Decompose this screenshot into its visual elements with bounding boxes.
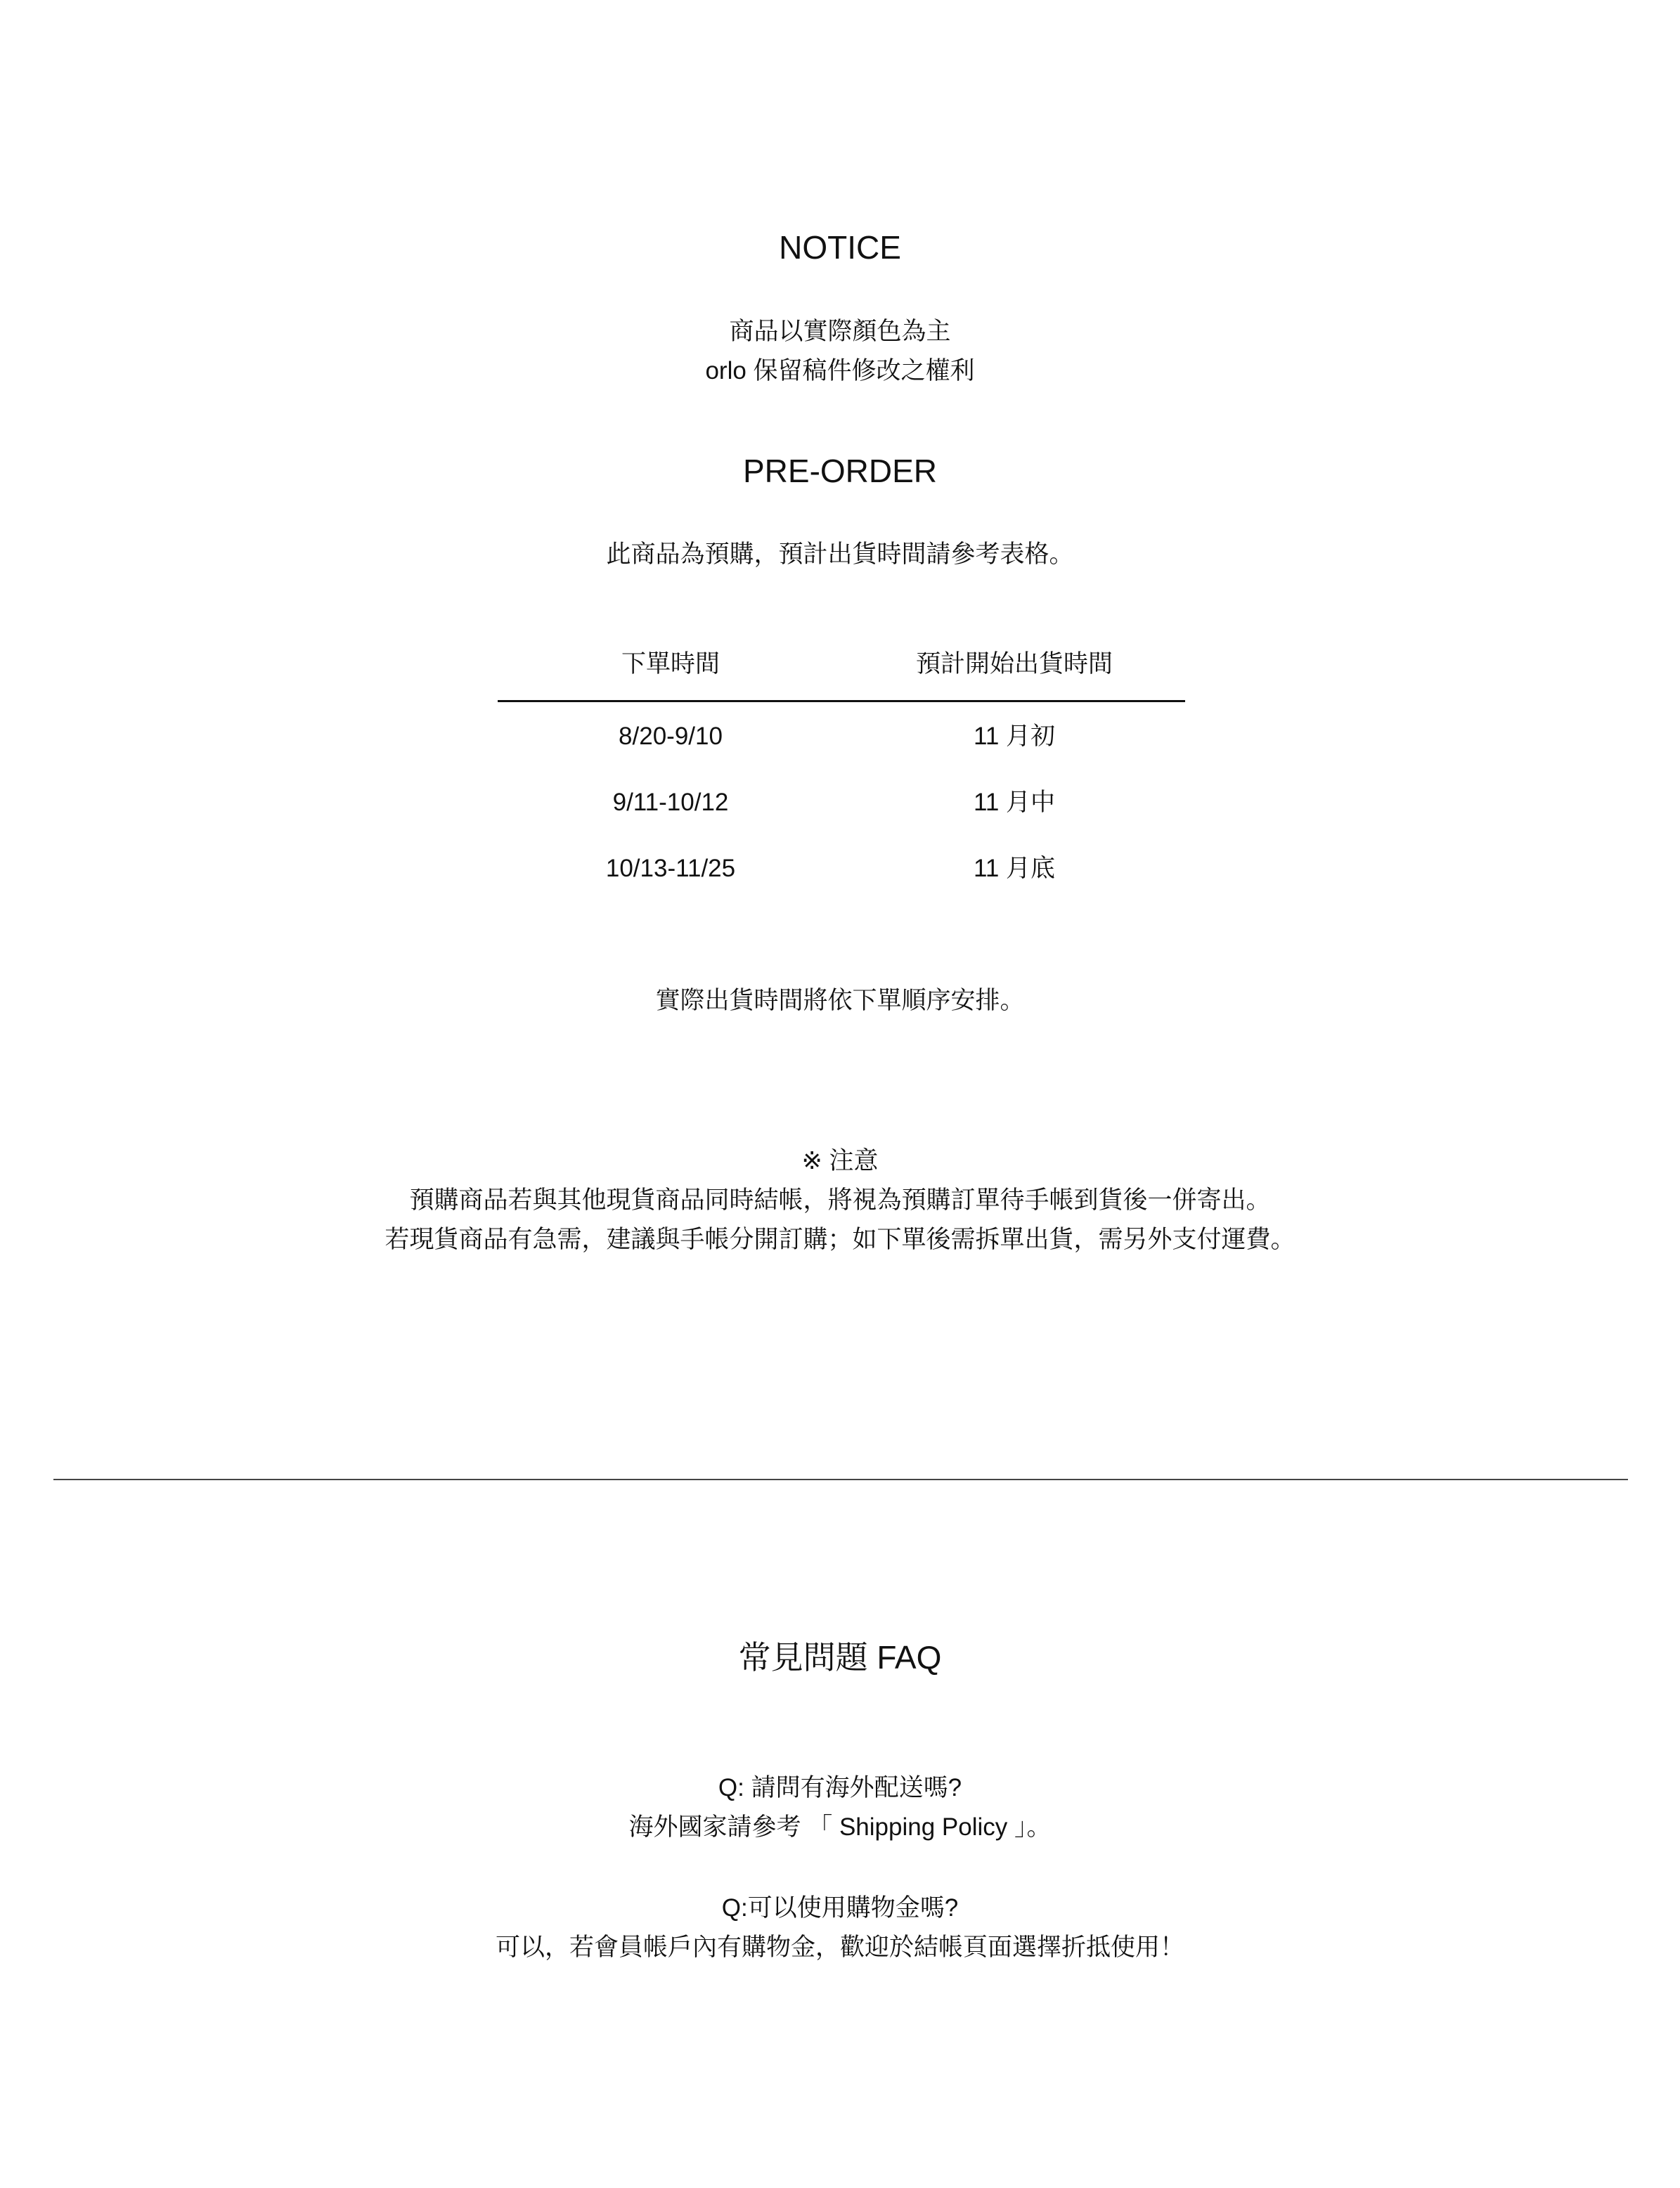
caution-title: ※ 注意	[801, 1147, 879, 1174]
table-header-order-time: 下單時間	[621, 650, 720, 678]
shipping-schedule-table	[498, 631, 1185, 902]
table-row	[498, 836, 1185, 902]
faq-item	[0, 1889, 1680, 1967]
table-cell-ship-time: 11 月底	[973, 855, 1056, 882]
faq-answer: 可以，若會員帳戶內有購物金，歡迎於結帳頁面選擇折抵使用！	[495, 1934, 1184, 1961]
section-divider	[53, 1479, 1628, 1480]
notice-line: orlo 保留稿件修改之權利	[705, 357, 975, 384]
shipping-policy-link[interactable]: Shipping Policy	[832, 1813, 1014, 1841]
preorder-intro: 此商品為預購，預計出貨時間請參考表格。	[606, 540, 1074, 568]
table-header-row	[498, 631, 1185, 697]
table-header-rule	[498, 700, 1185, 702]
faq-title: 常見問題 FAQ	[738, 1639, 942, 1676]
faq-item	[0, 1768, 1680, 1847]
caution-block	[0, 1141, 1680, 1260]
faq-question: Q:可以使用購物金嗎?	[721, 1894, 959, 1922]
caution-line: 預購商品若與其他現貨商品同時結帳，將視為預購訂單待手帳到貨後一併寄出。	[409, 1186, 1271, 1214]
notice-title: NOTICE	[779, 229, 901, 266]
caution-line: 若現貨商品有急需，建議與手帳分開訂購；如下單後需拆單出貨，需另外支付運費。	[385, 1226, 1295, 1253]
notice-text	[0, 312, 1680, 391]
table-cell-ship-time: 11 月中	[973, 789, 1056, 816]
table-cell-order-time: 8/20-9/10	[619, 723, 723, 750]
table-row	[498, 704, 1185, 770]
table-row	[498, 770, 1185, 836]
table-header-ship-time: 預計開始出貨時間	[915, 650, 1113, 678]
faq-answer-text: 海外國家請參考 「	[628, 1813, 833, 1841]
table-cell-order-time: 10/13-11/25	[605, 855, 736, 882]
table-cell-ship-time: 11 月初	[973, 723, 1056, 750]
faq-question: Q: 請問有海外配送嗎?	[718, 1774, 962, 1801]
preorder-title: PRE-ORDER	[742, 453, 938, 489]
faq-answer-text: 」。	[1014, 1813, 1052, 1841]
notice-line: 商品以實際顏色為主	[729, 318, 951, 345]
preorder-note: 實際出貨時間將依下單順序安排。	[655, 987, 1025, 1014]
faq-answer	[0, 1808, 1680, 1847]
table-cell-order-time: 9/11-10/12	[612, 789, 729, 816]
